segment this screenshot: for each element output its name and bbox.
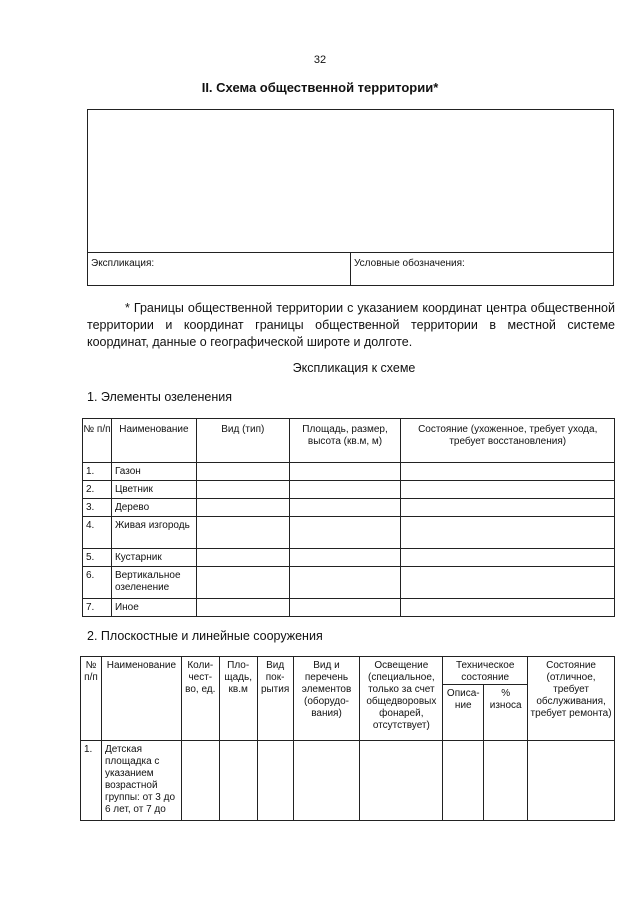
table-row	[83, 517, 615, 549]
empty-cell	[289, 517, 401, 549]
empty-cell	[401, 481, 615, 499]
empty-cell	[181, 741, 219, 821]
header-condition: Состояние (ухоженное, требует ухода, требует восстановления)	[401, 419, 615, 463]
table-header-row	[81, 657, 615, 685]
section-heading-greenery: 1. Элементы озеленения	[87, 390, 233, 404]
row-num: 2.	[83, 481, 112, 499]
table-header-row	[83, 419, 615, 463]
row-num: 6.	[83, 567, 112, 599]
row-num: 3.	[83, 499, 112, 517]
header-area: Пло-щадь, кв.м	[219, 657, 257, 741]
row-name: Газон	[111, 463, 196, 481]
footnote: * Границы общественной территории с указанием координат центра общественной территории и координат границы общественной территории в местной системе координат, данные о географической широте и долготе.	[87, 301, 615, 349]
header-tech-description: Описа-ние	[443, 685, 484, 741]
header-tech-wear: % износа	[484, 685, 528, 741]
page-title: II. Схема общественной территории*	[201, 80, 439, 95]
header-type: Вид (тип)	[196, 419, 289, 463]
header-tech-state: Техническое состояние	[443, 657, 528, 685]
empty-cell	[443, 741, 484, 821]
table-row	[83, 599, 615, 617]
empty-cell	[401, 567, 615, 599]
header-elements: Вид и перечень элементов (оборудо-вания)	[293, 657, 360, 741]
row-num: 4.	[83, 517, 112, 549]
scheme-drawing-area	[88, 110, 613, 253]
table-row	[83, 499, 615, 517]
structures-table	[80, 656, 615, 821]
scheme-frame	[87, 109, 614, 286]
row-name: Дерево	[111, 499, 196, 517]
header-name: Наименование	[101, 657, 181, 741]
empty-cell	[196, 463, 289, 481]
header-qty: Коли-чест-во, ед.	[181, 657, 219, 741]
table-row	[83, 481, 615, 499]
greenery-table	[82, 418, 615, 617]
empty-cell	[401, 463, 615, 481]
table-row	[83, 549, 615, 567]
empty-cell	[257, 741, 293, 821]
row-name: Живая изгородь	[111, 517, 196, 549]
empty-cell	[401, 599, 615, 617]
scheme-legend-cell: Условные обозначения:	[354, 258, 465, 269]
table-row	[83, 567, 615, 599]
empty-cell	[528, 741, 615, 821]
page-number: 32	[313, 54, 327, 66]
empty-cell	[289, 567, 401, 599]
row-name: Детская площадка с указанием возрастной группы: от 3 до 6 лет, от 7 до	[101, 741, 181, 821]
row-name: Вертикальное озеленение	[111, 567, 196, 599]
empty-cell	[484, 741, 528, 821]
empty-cell	[219, 741, 257, 821]
header-num: № п/п	[81, 657, 102, 741]
empty-cell	[401, 517, 615, 549]
row-name: Иное	[111, 599, 196, 617]
empty-cell	[289, 463, 401, 481]
empty-cell	[289, 481, 401, 499]
empty-cell	[289, 599, 401, 617]
row-name: Цветник	[111, 481, 196, 499]
header-area: Площадь, размер, высота (кв.м, м)	[289, 419, 401, 463]
empty-cell	[196, 567, 289, 599]
empty-cell	[196, 481, 289, 499]
empty-cell	[196, 517, 289, 549]
header-lighting: Освещение (специальное, только за счет общедворовых фонарей, отсутствует)	[360, 657, 443, 741]
header-num: № п/п	[83, 419, 112, 463]
explication-heading: Экспликация к схеме	[292, 361, 416, 375]
table-row	[83, 463, 615, 481]
empty-cell	[360, 741, 443, 821]
empty-cell	[196, 599, 289, 617]
header-condition: Состояние (отличное, требует обслуживания, требует ремонта)	[528, 657, 615, 741]
scheme-explication-cell: Экспликация:	[88, 252, 351, 285]
row-num: 5.	[83, 549, 112, 567]
table-row	[81, 741, 615, 821]
header-surface: Вид пок-рытия	[257, 657, 293, 741]
row-num: 1.	[83, 463, 112, 481]
empty-cell	[196, 549, 289, 567]
empty-cell	[293, 741, 360, 821]
empty-cell	[401, 499, 615, 517]
empty-cell	[401, 549, 615, 567]
row-num: 7.	[83, 599, 112, 617]
empty-cell	[289, 499, 401, 517]
empty-cell	[196, 499, 289, 517]
header-name: Наименование	[111, 419, 196, 463]
empty-cell	[289, 549, 401, 567]
section-heading-structures: 2. Плоскостные и линейные сооружения	[87, 629, 323, 643]
row-num: 1.	[81, 741, 102, 821]
row-name: Кустарник	[111, 549, 196, 567]
